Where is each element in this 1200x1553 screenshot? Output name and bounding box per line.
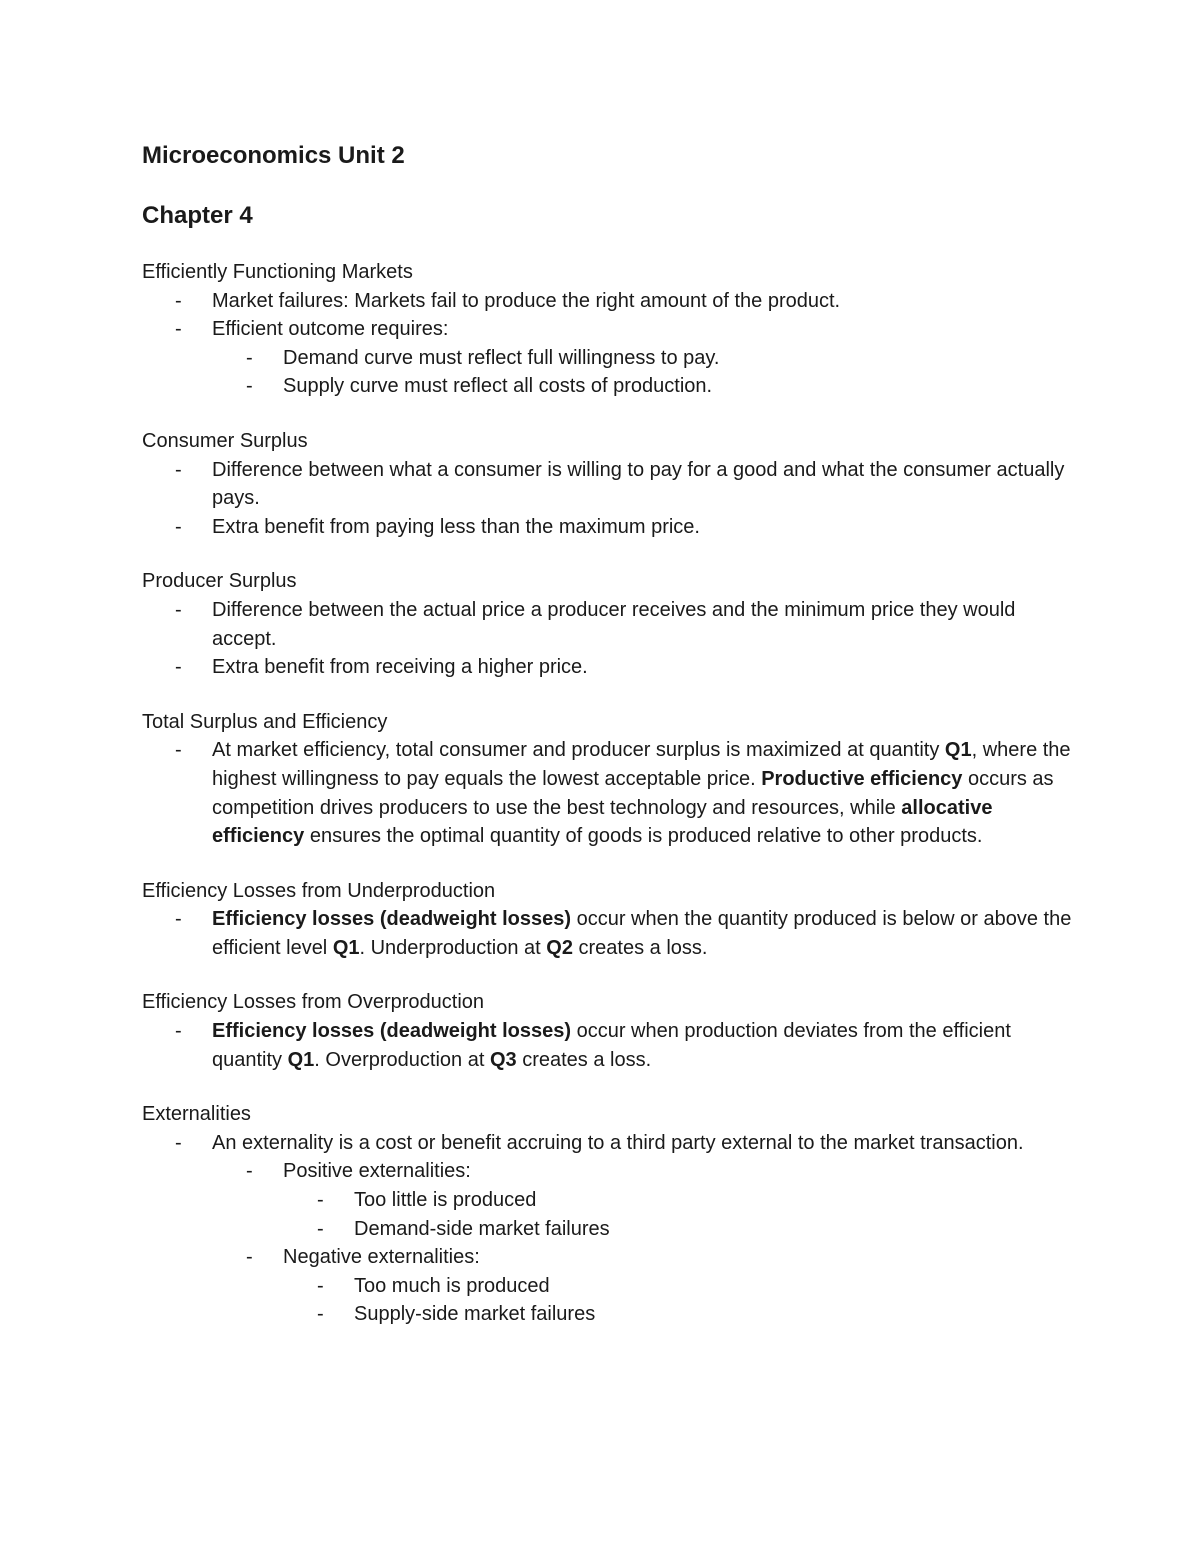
bullet-dash: - [175, 598, 182, 621]
bold-term: Efficiency losses (deadweight losses) [212, 1020, 572, 1043]
list-item [142, 1243, 1072, 1272]
bullet-dash: - [175, 908, 182, 931]
list-item [142, 344, 1072, 373]
section-efficient-markets [142, 258, 1072, 401]
bullet-dash: - [175, 739, 182, 762]
bullet-dash: - [175, 1131, 182, 1154]
bullet-dash: - [317, 1189, 324, 1212]
text-run: creates a loss. [516, 1048, 652, 1071]
text-run: occur when the quantity produced is below or above the efficient level [212, 908, 1072, 959]
list-item [142, 596, 1072, 653]
section-heading: Externalities [142, 1103, 251, 1126]
item-text [212, 739, 1071, 847]
document-title: Microeconomics Unit 2 [142, 142, 405, 169]
text-run: ensures the optimal quantity of goods is produced relative to other products. [304, 825, 983, 848]
list-item [142, 1215, 1072, 1244]
bullet-dash: - [175, 1020, 182, 1043]
section-underproduction [142, 877, 1072, 963]
item-text: Demand-side market failures [354, 1217, 610, 1240]
item-text: Supply-side market failures [354, 1303, 596, 1326]
text-run: . Overproduction at [314, 1048, 490, 1071]
list-item [142, 372, 1072, 401]
bullet-dash: - [317, 1274, 324, 1297]
section-total-surplus [142, 708, 1072, 851]
item-text: Too little is produced [354, 1189, 537, 1212]
bold-term: Efficiency losses (deadweight losses) [212, 908, 572, 931]
item-text: Market failures: Markets fail to produce the right amount of the product. [212, 289, 841, 312]
list-item [142, 653, 1072, 682]
bold-term: Productive efficiency [761, 767, 963, 790]
item-text: Supply curve must reflect all costs of production. [283, 375, 713, 398]
list-item [142, 287, 1072, 316]
section-heading: Total Surplus and Efficiency [142, 710, 388, 733]
chapter-heading: Chapter 4 [142, 202, 253, 229]
bullet-dash: - [175, 656, 182, 679]
item-text: An externality is a cost or benefit accruing to a third party external to the market transaction. [212, 1131, 1024, 1154]
section-heading: Efficiency Losses from Overproduction [142, 991, 485, 1014]
bold-term: Q2 [546, 936, 573, 959]
item-text: Extra benefit from receiving a higher price. [212, 656, 588, 679]
section-producer-surplus [142, 567, 1072, 681]
item-text: Efficient outcome requires: [212, 318, 449, 341]
list-item [142, 1129, 1072, 1158]
bullet-dash: - [175, 289, 182, 312]
text-run: . Underproduction at [359, 936, 547, 959]
bold-term: allocative efficiency [212, 796, 993, 848]
list-item [142, 1157, 1072, 1186]
text-run: At market efficiency, total consumer and producer surplus is maximized at quantity [212, 739, 945, 762]
item-text [212, 1020, 1011, 1071]
text-run: occur when production deviates from the efficient quantity [212, 1020, 1011, 1071]
section-externalities [142, 1100, 1072, 1329]
item-text: Difference between the actual price a producer receives and the minimum price they would accept. [212, 598, 1016, 650]
list-item [142, 513, 1072, 542]
text-run: , where the highest willingness to pay equals the lowest acceptable price. [212, 739, 1071, 790]
list-item [142, 1017, 1072, 1074]
bold-term: Q1 [944, 739, 972, 762]
bullet-dash: - [246, 346, 253, 369]
section-consumer-surplus [142, 427, 1072, 541]
bullet-dash: - [175, 318, 182, 341]
list-item [142, 1272, 1072, 1301]
bullet-dash: - [246, 1246, 253, 1269]
item-text [212, 908, 1071, 959]
list-item [142, 456, 1072, 513]
list-item [142, 1300, 1072, 1329]
section-heading: Consumer Surplus [142, 429, 308, 452]
bold-term: Q1 [332, 936, 360, 959]
item-text: Negative externalities: [283, 1246, 480, 1269]
item-text: Positive externalities: [283, 1160, 471, 1183]
bullet-dash: - [246, 1160, 253, 1183]
text-run: occurs as competition drives producers to use the best technology and resources, while [212, 767, 1054, 819]
bullet-dash: - [317, 1303, 324, 1326]
section-overproduction [142, 988, 1072, 1074]
section-heading: Producer Surplus [142, 570, 297, 593]
item-text: Difference between what a consumer is willing to pay for a good and what the consumer actually pays. [212, 458, 1065, 510]
bullet-dash: - [175, 515, 182, 538]
bold-term: Q1 [287, 1048, 315, 1071]
bullet-dash: - [175, 458, 182, 481]
document-body [142, 140, 1072, 1329]
text-run: creates a loss. [572, 936, 708, 959]
item-text: Too much is produced [354, 1274, 550, 1297]
bold-term: Q3 [489, 1048, 517, 1071]
section-heading: Efficiently Functioning Markets [142, 261, 413, 283]
bullet-dash: - [317, 1217, 324, 1240]
item-text: Demand curve must reflect full willingness to pay. [283, 346, 720, 369]
section-heading: Efficiency Losses from Underproduction [142, 879, 496, 902]
bullet-dash: - [246, 375, 253, 398]
list-item [142, 736, 1072, 850]
list-item [142, 1186, 1072, 1215]
list-item [142, 905, 1072, 962]
list-item [142, 315, 1072, 344]
item-text: Extra benefit from paying less than the maximum price. [212, 515, 700, 538]
